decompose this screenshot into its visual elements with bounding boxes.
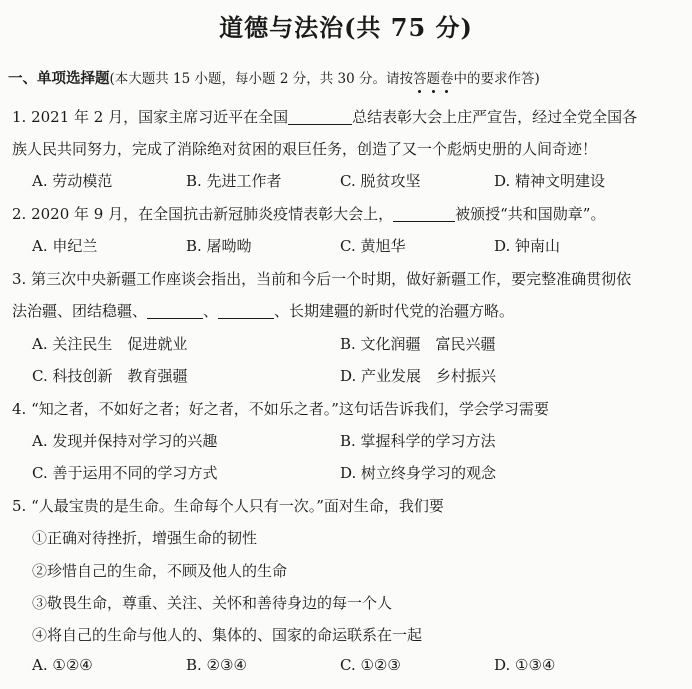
question-3-option-d: D. 产业发展 乡村振兴 [340,367,497,385]
answer-blank [288,108,352,125]
section-heading: 一、单项选择题 [8,70,110,87]
question-1-option-a: A. 劳动模范 [32,172,113,190]
question-1-option-d: D. 精神文明建设 [494,172,606,190]
question-1-option-c: C. 脱贫攻坚 [340,172,421,190]
dotted-char: 题 [426,71,440,87]
question-5-option-a: A. ①②④ [32,656,93,674]
question-2-option-b: B. 屠呦呦 [186,237,252,255]
question-1-text-post: 总结表彰大会上庄严宣告，经过全党全国各 [352,108,638,126]
answer-blank [147,302,203,319]
page-title: 道德与法治(共 75 分) [219,13,473,42]
question-5-statement-3: ③敬畏生命，尊重、关注、关怀和善待身边的每一个人 [32,594,393,612]
question-5-option-b: B. ②③④ [186,656,247,674]
question-5-statement-4: ④将自己的生命与他人的、集体的、国家的命运联系在一起 [32,626,423,644]
question-4-option-b: B. 掌握科学的学习方法 [340,432,496,450]
question-2-line-1 [12,203,605,224]
section-instruction-post: 中的要求作答) [453,71,540,87]
question-5-option-c: C. ①②③ [340,656,401,674]
question-3-option-a: A. 关注民生 促进就业 [32,335,188,353]
question-1-line-2: 族人民共同努力，完成了消除绝对贫困的艰巨任务，创造了又一个彪炳史册的人间奇迹！ [12,140,598,158]
question-2-text-post: 被颁授“共和国勋章”。 [455,205,606,223]
question-1-option-b: B. 先进工作者 [186,172,282,190]
question-5-option-d: D. ①③④ [494,656,556,674]
question-1-text-pre: 1. 2021 年 2 月，国家主席习近平在全国 [12,108,289,126]
section-instruction-dotted [413,71,454,87]
question-1-line-1 [12,106,637,127]
dotted-char: 卷 [439,71,454,87]
question-4-option-d: D. 树立终身学习的观念 [340,464,497,482]
question-3-text-pre: 法治疆、团结稳疆、 [12,302,148,320]
answer-blank [218,302,274,319]
question-3-line-2 [12,300,514,321]
question-5-line-1: 5. “人最宝贵的是生命。生命每个人只有一次。”面对生命，我们要 [12,497,444,515]
question-4-option-c: C. 善于运用不同的学习方式 [32,464,218,482]
question-3-option-b: B. 文化润疆 富民兴疆 [340,335,496,353]
section-header [8,67,540,88]
question-4-line-1: 4. “知之者，不如好之者；好之者，不如乐之者。”这句话告诉我们，学会学习需要 [12,400,549,418]
dotted-char: 答 [412,71,427,87]
question-2-text-pre: 2. 2020 年 9 月，在全国抗击新冠肺炎疫情表彰大会上， [12,205,394,223]
question-5-statement-1: ①正确对待挫折，增强生命的韧性 [32,529,258,547]
question-5-statement-2: ②珍惜自己的生命，不顾及他人的生命 [32,562,288,580]
question-2-option-a: A. 申纪兰 [32,237,98,255]
answer-blank [393,205,455,222]
question-2-option-c: C. 黄旭华 [340,237,406,255]
question-2-option-d: D. 钟南山 [494,237,561,255]
section-instruction-pre: (本大题共 15 小题，每小题 2 分，共 30 分。请按 [109,71,413,87]
question-3-option-c: C. 科技创新 教育强疆 [32,367,188,385]
question-3-text-post: 、长期建疆的新时代党的治疆方略。 [274,302,515,320]
question-3-text-sep: 、 [203,302,219,320]
question-4-option-a: A. 发现并保持对学习的兴趣 [32,432,218,450]
question-3-line-1: 3. 第三次中央新疆工作座谈会指出，当前和今后一个时期，做好新疆工作，要完整准确贯彻依 [12,270,632,288]
